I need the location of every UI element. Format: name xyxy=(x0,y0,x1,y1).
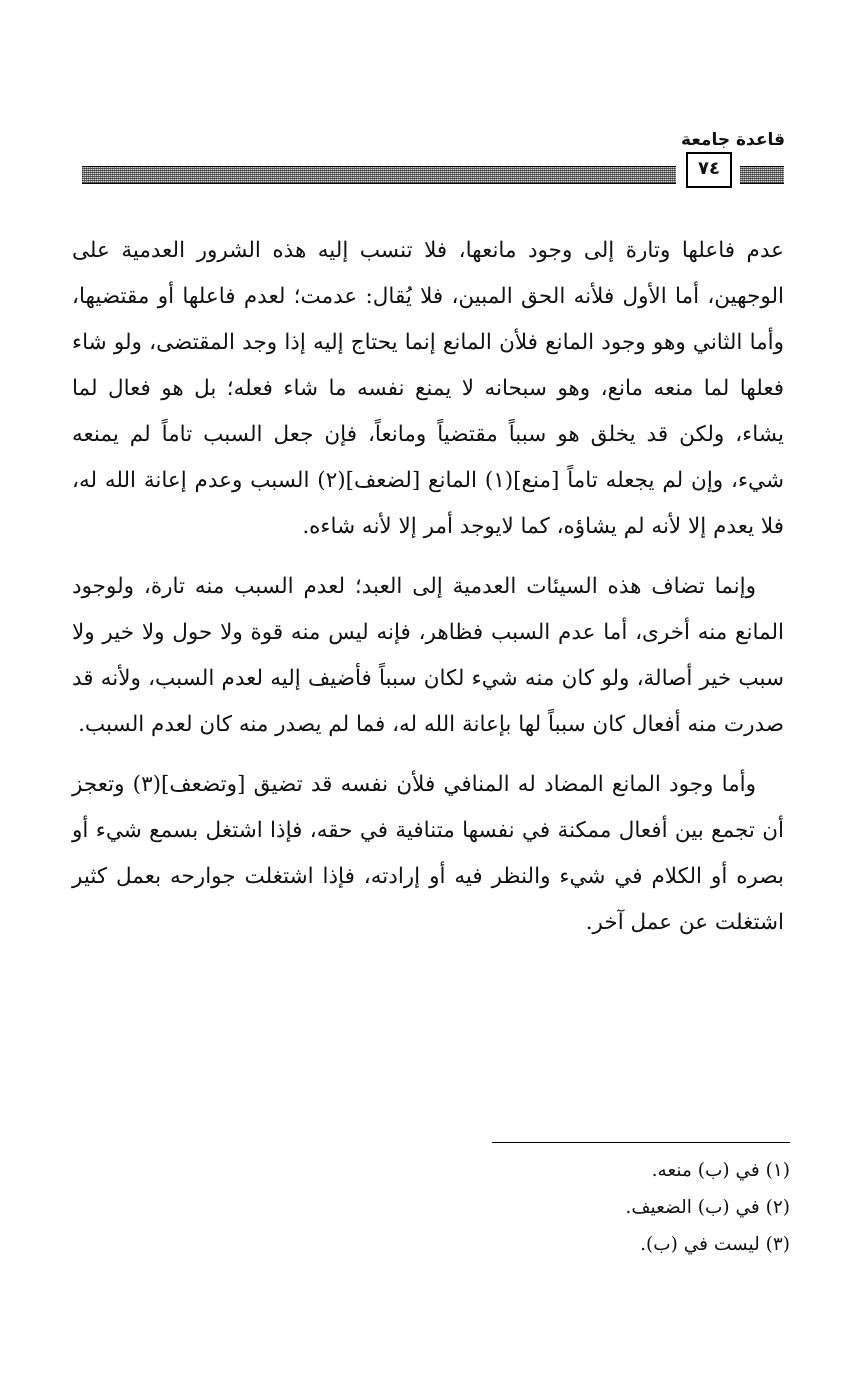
paragraph-1: عدم فاعلها وتارة إلى وجود مانعها، فلا تنسب إليه هذه الشرور العدمية على الوجهين، أما الأول فلأنه الحق المبين، فلا يُقال: عدمت؛ لعدم فاعلها أو مقتضيها، وأما الثاني وهو وجود المانع فلأن المانع إنما يحتاج إليه إذا وجد المقتضى، ولو شاء فعلها لما منعه مانع، وهو سبحانه لا يمنع نفسه ما شاء فعله؛ بل هو فعال لما يشاء، ولكن قد يخلق هو سبباً مقتضياً ومانعاً، فإن جعل السبب تاماً لم يمنعه شيء، وإن لم يجعله تاماً [منع](١) المانع [لضعف](٢) السبب وعدم إعانة الله له، فلا يعدم إلا لأنه لم يشاؤه، كما لايوجد أمر إلا لأنه شاءه. xyxy=(72,238,784,539)
footnote-1: (١) في (ب) منعه. xyxy=(651,1160,790,1181)
footnote-3: (٣) ليست في (ب). xyxy=(640,1234,790,1255)
running-title: قاعدة جامعة xyxy=(681,130,785,150)
header-rule-right xyxy=(740,166,784,184)
paragraph-3: وأما وجود المانع المضاد له المنافي فلأن نفسه قد تضيق [وتضعف](٣) وتعجز أن تجمع بين أفعال ممكنة في نفسها متنافية في حقه، فإذا اشتغل بسمع شيء أو بصره أو الكلام في شيء والنظر فيه أو إرادته، فإذا اشتغلت جوارحه بعمل كثير اشتغلت عن عمل آخر. xyxy=(72,772,784,935)
footnote-separator xyxy=(492,1142,790,1143)
body-text xyxy=(72,228,784,946)
paragraph-2: وإنما تضاف هذه السيئات العدمية إلى العبد؛ لعدم السبب منه تارة، ولوجود المانع منه أخرى، أما عدم السبب فظاهر، فإنه ليس منه قوة ولا حول ولا خير ولا سبب خير أصالة، ولو كان منه شيء لكان سبباً فأضيف إليه لعدم السبب، ولأنه قد صدرت منه أفعال كان سبباً لها بإعانة الله له، فما لم يصدر منه كان لعدم السبب. xyxy=(72,574,784,737)
footnote-2: (٢) في (ب) الضعيف. xyxy=(625,1197,790,1218)
page-number: ٧٤ xyxy=(686,152,732,188)
header-rule-left xyxy=(82,166,676,184)
footnotes xyxy=(430,1152,790,1263)
